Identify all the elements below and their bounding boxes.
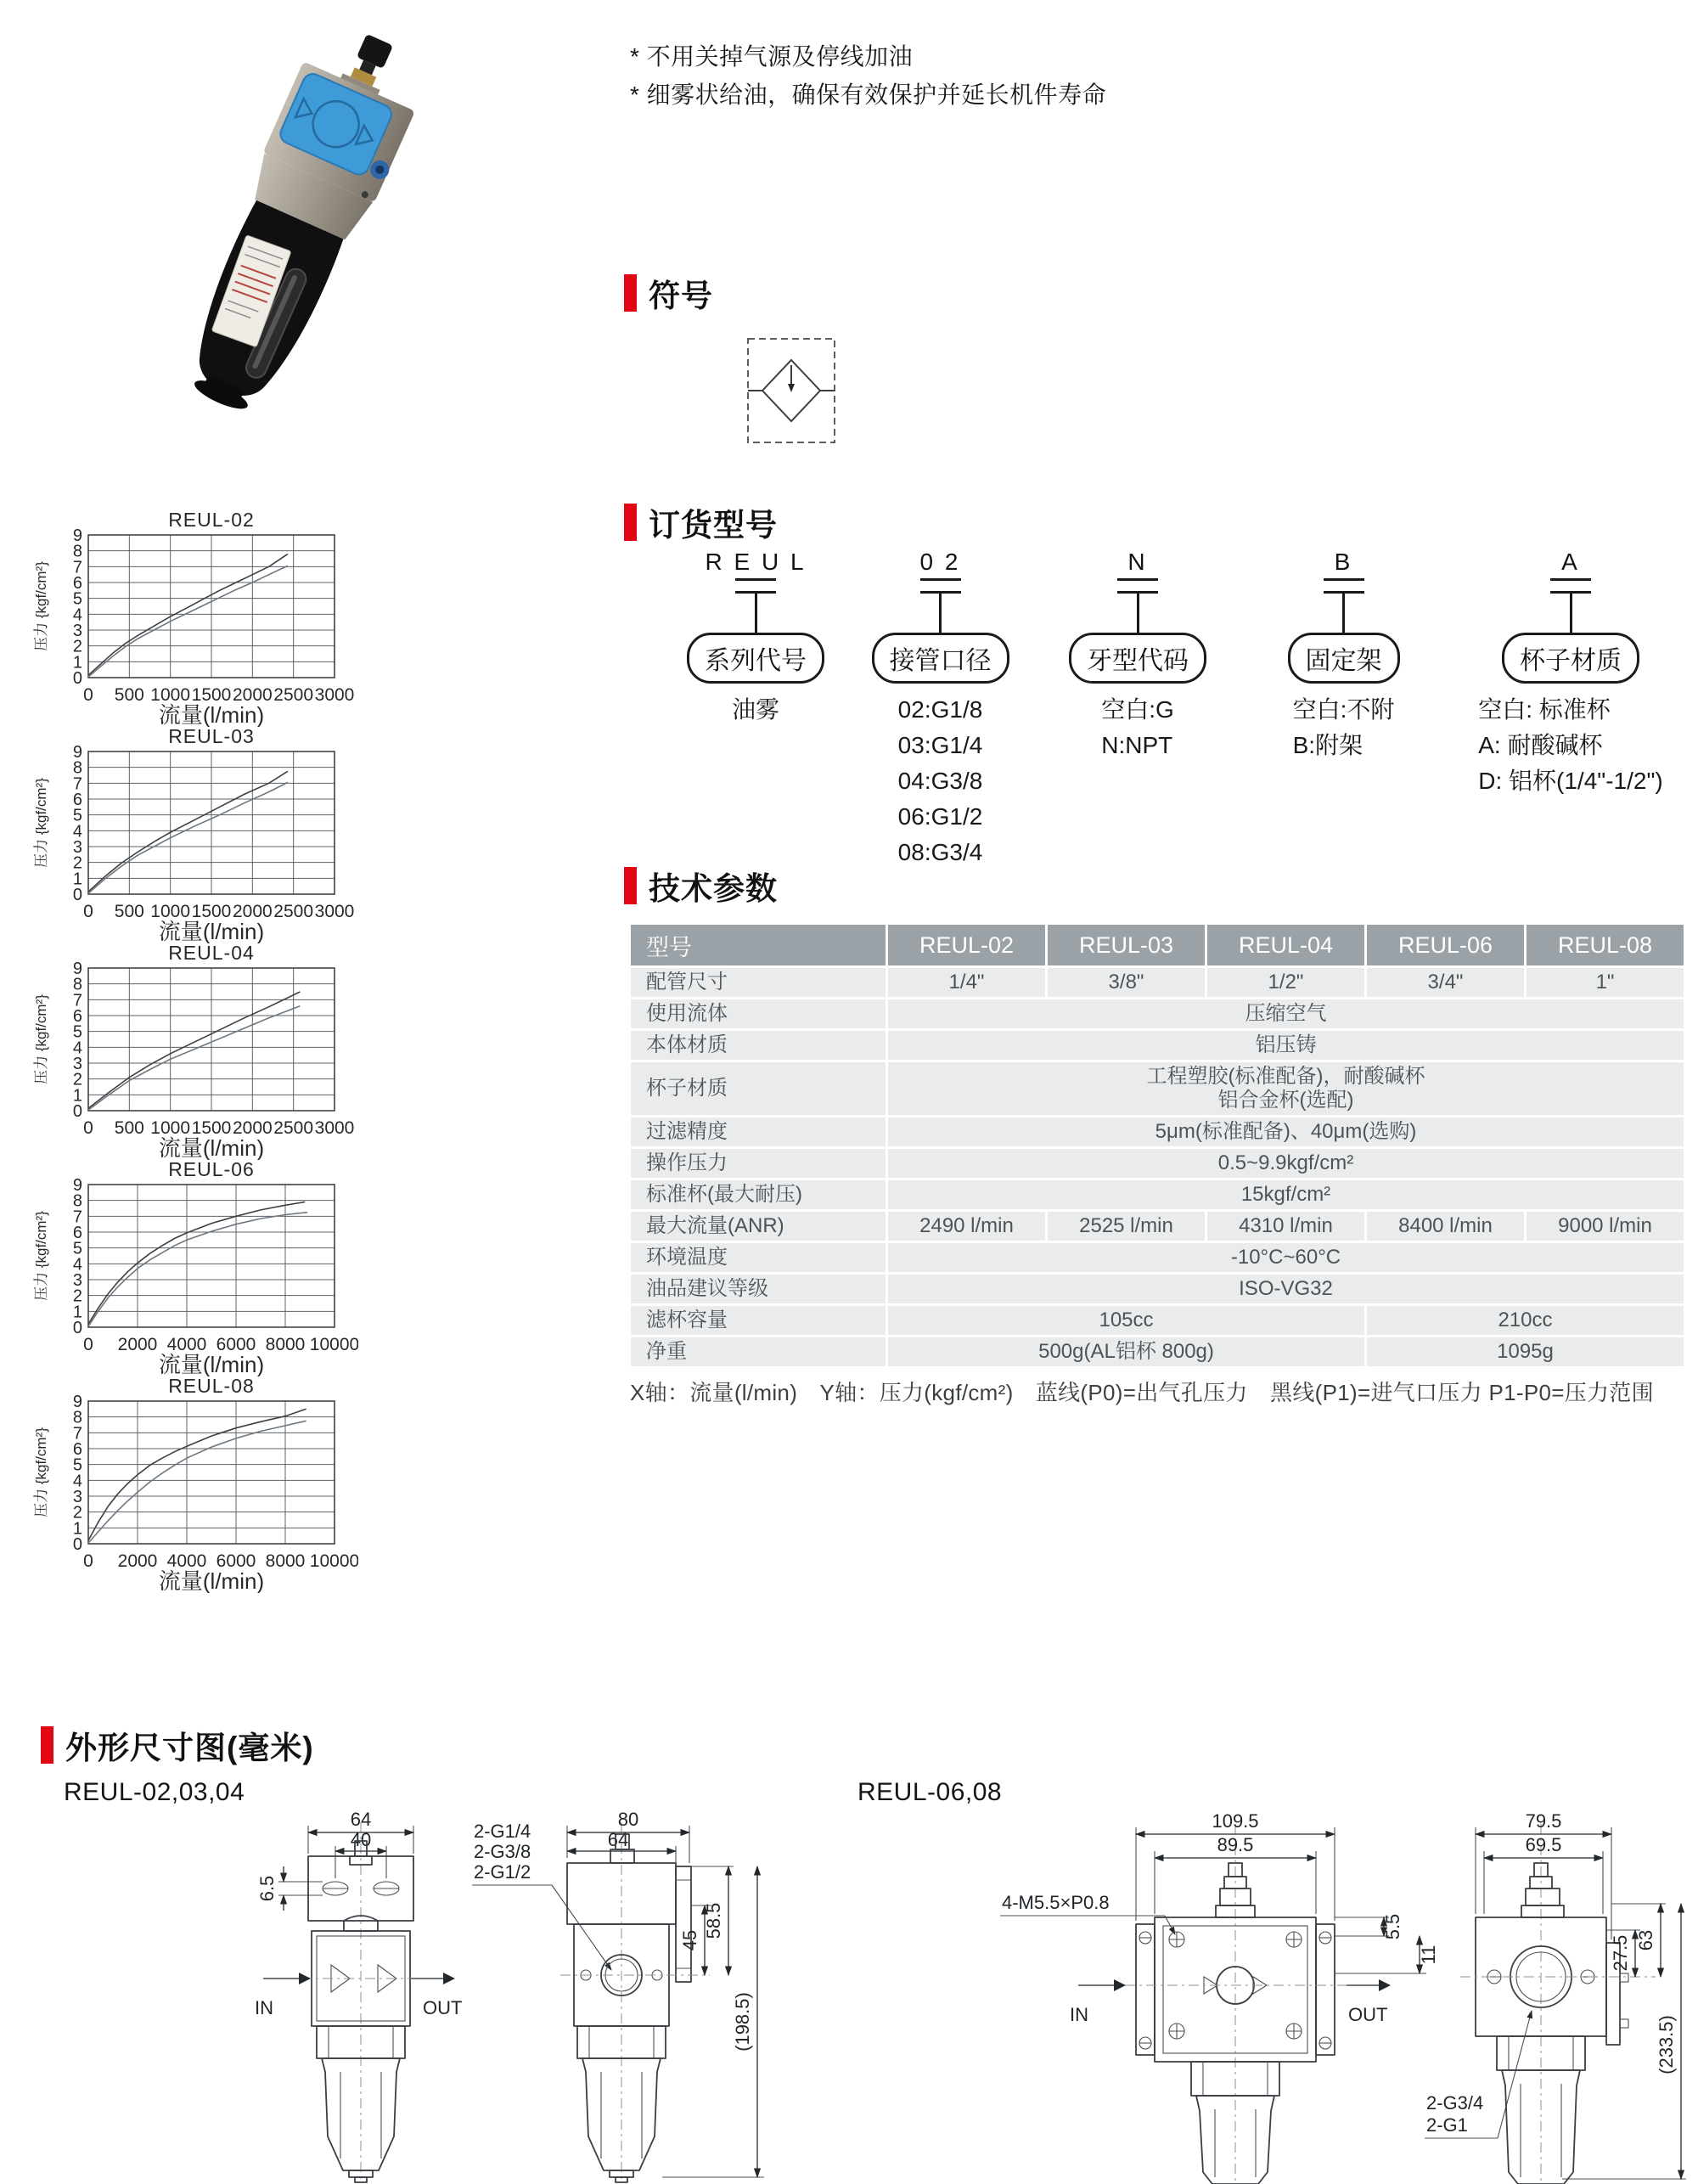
dim-label: 58.5 bbox=[703, 1902, 724, 1939]
cell: 4310 l/min bbox=[1207, 1212, 1364, 1241]
svg-text:3: 3 bbox=[72, 838, 82, 857]
code-option: A: 耐酸碱杯 bbox=[1478, 732, 1603, 758]
svg-text:9: 9 bbox=[72, 526, 82, 545]
svg-text:0: 0 bbox=[72, 669, 82, 688]
row-label: 环境温度 bbox=[631, 1243, 886, 1272]
section-title: 符号 bbox=[649, 279, 713, 313]
cell: 1/4" bbox=[888, 968, 1045, 997]
red-bar bbox=[624, 274, 637, 312]
svg-text:3000: 3000 bbox=[314, 1118, 355, 1138]
svg-text:4: 4 bbox=[72, 1255, 82, 1275]
svg-text:0: 0 bbox=[83, 685, 93, 705]
row-label: 标准杯(最大耐压) bbox=[631, 1180, 886, 1209]
code-underline bbox=[1550, 578, 1591, 594]
svg-text:流量(l/min): 流量(l/min) bbox=[158, 1352, 265, 1376]
side-view bbox=[472, 1809, 764, 2182]
cell: 8400 l/min bbox=[1367, 1212, 1524, 1241]
row-label: 本体材质 bbox=[631, 1031, 886, 1060]
svg-text:500: 500 bbox=[114, 902, 144, 921]
code-bubble: 固定架 bbox=[1288, 633, 1400, 684]
svg-text:压力 {kgf/cm²}: 压力 {kgf/cm²} bbox=[33, 561, 49, 651]
port-in-label: IN bbox=[1070, 2004, 1088, 2025]
dim-label: 45 bbox=[679, 1929, 700, 1951]
dim-label: 80 bbox=[617, 1809, 639, 1830]
code-option: 油雾 bbox=[731, 696, 779, 723]
dim-label: 11 bbox=[1418, 1945, 1439, 1965]
svg-text:7: 7 bbox=[72, 1207, 82, 1227]
code-option: N:NPT bbox=[1101, 732, 1173, 758]
cell: 15kgf/cm² bbox=[888, 1180, 1684, 1209]
row-label: 最大流量(ANR) bbox=[631, 1212, 886, 1241]
dim-label: (198.5) bbox=[732, 1992, 753, 2052]
screw-spec-label: 4-M5.5×P0.8 bbox=[1002, 1892, 1110, 1913]
code-stem bbox=[755, 594, 757, 633]
ordering-col-series bbox=[666, 549, 845, 870]
svg-text:6: 6 bbox=[72, 1440, 82, 1459]
svg-text:9: 9 bbox=[72, 743, 82, 762]
feature-notes bbox=[630, 37, 1106, 115]
feature-note-2: * 细雾状给油，确保有效保护并延长机件寿命 bbox=[630, 82, 1107, 109]
svg-text:0: 0 bbox=[83, 1335, 93, 1354]
svg-text:0: 0 bbox=[72, 886, 82, 904]
section-symbol bbox=[624, 270, 713, 316]
code-option: 08:G3/4 bbox=[897, 839, 983, 865]
cell: 1/2" bbox=[1207, 968, 1364, 997]
table-row bbox=[631, 1031, 1684, 1060]
table-header-row bbox=[631, 925, 1684, 965]
spec-table bbox=[628, 922, 1686, 1369]
ordering-code-diagram bbox=[666, 549, 1694, 870]
chart-axis-footnote: X轴：流量(l/min) Y轴：压力(kgf/cm²) 蓝线(P0)=出气孔压力 黑线(P1)=进气口压力 P1-P0=压力范围 bbox=[630, 1380, 1654, 1405]
svg-text:2500: 2500 bbox=[273, 902, 314, 921]
svg-text:500: 500 bbox=[114, 1118, 144, 1138]
chart-reul-06 bbox=[32, 1159, 358, 1376]
svg-text:6000: 6000 bbox=[216, 1551, 256, 1571]
svg-text:4000: 4000 bbox=[166, 1551, 207, 1571]
table-row bbox=[631, 968, 1684, 997]
code-option: 04:G3/8 bbox=[897, 768, 983, 794]
code-bubble: 系列代号 bbox=[687, 633, 824, 684]
svg-text:9: 9 bbox=[72, 1176, 82, 1195]
svg-text:1: 1 bbox=[72, 1303, 82, 1322]
row-label: 杯子材质 bbox=[631, 1062, 886, 1115]
svg-text:REUL-04: REUL-04 bbox=[168, 943, 255, 964]
drawing-label-large: REUL-06,08 bbox=[857, 1778, 1003, 1806]
port-out-label: OUT bbox=[423, 1997, 463, 2018]
svg-text:1: 1 bbox=[72, 653, 82, 673]
svg-text:2500: 2500 bbox=[273, 1118, 314, 1138]
svg-text:4: 4 bbox=[72, 605, 82, 625]
svg-text:2000: 2000 bbox=[232, 902, 273, 921]
svg-text:1000: 1000 bbox=[150, 685, 191, 705]
svg-text:2: 2 bbox=[72, 1503, 82, 1523]
front-view bbox=[255, 1809, 462, 2182]
svg-text:压力 {kgf/cm²}: 压力 {kgf/cm²} bbox=[33, 1427, 49, 1517]
cell-line: 工程塑胶(标准配备)，耐酸碱杯 bbox=[1146, 1064, 1425, 1088]
row-label: 净重 bbox=[631, 1337, 886, 1366]
svg-text:REUL-08: REUL-08 bbox=[168, 1376, 255, 1397]
chart-reul-08 bbox=[32, 1376, 358, 1593]
code-underline bbox=[1324, 578, 1364, 594]
svg-text:2: 2 bbox=[72, 853, 82, 873]
svg-text:8: 8 bbox=[72, 758, 82, 778]
svg-text:500: 500 bbox=[114, 685, 144, 705]
svg-text:1500: 1500 bbox=[191, 902, 232, 921]
svg-text:7: 7 bbox=[72, 1424, 82, 1444]
svg-text:流量(l/min): 流量(l/min) bbox=[158, 702, 265, 727]
drawing-label-small: REUL-02,03,04 bbox=[64, 1778, 245, 1806]
svg-text:1000: 1000 bbox=[150, 902, 191, 921]
svg-text:3000: 3000 bbox=[314, 685, 355, 705]
cell: 9000 l/min bbox=[1527, 1212, 1684, 1241]
code-bubble: 牙型代码 bbox=[1069, 633, 1206, 684]
chart-reul-04 bbox=[32, 943, 358, 1160]
dimension-drawing-small bbox=[229, 1807, 773, 2184]
side-view bbox=[1425, 1810, 1686, 2184]
svg-text:0: 0 bbox=[72, 1102, 82, 1121]
svg-text:REUL-02: REUL-02 bbox=[168, 509, 255, 531]
dim-label: 63 bbox=[1635, 1929, 1656, 1951]
svg-text:2000: 2000 bbox=[232, 1118, 273, 1138]
dim-label: 89.5 bbox=[1217, 1834, 1254, 1855]
chart-reul-03 bbox=[32, 726, 358, 943]
code-text: A bbox=[1561, 549, 1580, 575]
svg-text:1: 1 bbox=[72, 870, 82, 889]
col-header: REUL-03 bbox=[1048, 925, 1205, 965]
svg-text:8000: 8000 bbox=[265, 1335, 306, 1354]
table-row bbox=[631, 1306, 1684, 1335]
cell: 3/4" bbox=[1367, 968, 1524, 997]
svg-text:2000: 2000 bbox=[117, 1335, 158, 1354]
dim-label: 79.5 bbox=[1525, 1810, 1562, 1832]
lubricator-body bbox=[162, 14, 436, 428]
port-in-label: IN bbox=[255, 1997, 273, 2018]
code-option: 03:G1/4 bbox=[897, 732, 983, 758]
red-bar bbox=[624, 867, 637, 904]
red-bar bbox=[624, 504, 637, 541]
code-stem bbox=[1342, 594, 1345, 633]
cell: 500g(AL铝杯 800g) bbox=[888, 1337, 1364, 1366]
svg-text:压力 {kgf/cm²}: 压力 {kgf/cm²} bbox=[33, 994, 49, 1084]
svg-text:10000: 10000 bbox=[309, 1335, 358, 1354]
section-title: 外形尺寸图(毫米) bbox=[65, 1731, 314, 1765]
svg-text:2: 2 bbox=[72, 637, 82, 656]
dim-label: 64 bbox=[350, 1809, 372, 1830]
svg-text:1500: 1500 bbox=[191, 1118, 232, 1138]
svg-text:8: 8 bbox=[72, 542, 82, 561]
cell: 5μm(标准配备)、40μm(选购) bbox=[888, 1117, 1684, 1146]
svg-text:REUL-06: REUL-06 bbox=[168, 1159, 255, 1180]
svg-text:4: 4 bbox=[72, 1039, 82, 1058]
cell: 压缩空气 bbox=[888, 999, 1684, 1028]
ordering-col-port-size bbox=[845, 549, 1036, 870]
code-underline bbox=[1117, 578, 1158, 594]
dim-label: 64 bbox=[607, 1829, 629, 1850]
dim-label: (233.5) bbox=[1656, 2015, 1677, 2074]
cell: 2525 l/min bbox=[1048, 1212, 1205, 1241]
svg-text:1500: 1500 bbox=[191, 685, 232, 705]
code-option: 空白: 标准杯 bbox=[1478, 696, 1611, 723]
svg-text:4: 4 bbox=[72, 1472, 82, 1491]
cell: 210cc bbox=[1367, 1306, 1684, 1335]
svg-text:0: 0 bbox=[83, 902, 93, 921]
svg-text:6: 6 bbox=[72, 1007, 82, 1026]
svg-text:1: 1 bbox=[72, 1086, 82, 1106]
red-bar bbox=[41, 1726, 53, 1764]
svg-text:3: 3 bbox=[72, 1055, 82, 1073]
code-option: B:附架 bbox=[1292, 732, 1363, 758]
section-title: 订货型号 bbox=[649, 508, 778, 543]
section-dimensions bbox=[41, 1722, 314, 1768]
cell: 1" bbox=[1527, 968, 1684, 997]
port-thread-label: 2-G1/2 bbox=[474, 1861, 531, 1883]
row-label: 油品建议等级 bbox=[631, 1275, 886, 1303]
svg-text:6000: 6000 bbox=[216, 1335, 256, 1354]
svg-text:流量(l/min): 流量(l/min) bbox=[158, 1135, 265, 1160]
code-stem bbox=[1570, 594, 1572, 633]
ordering-col-thread bbox=[1036, 549, 1240, 870]
svg-text:7: 7 bbox=[72, 558, 82, 577]
svg-text:2: 2 bbox=[72, 1286, 82, 1306]
cell bbox=[888, 1062, 1684, 1115]
ordering-col-cup-material bbox=[1448, 549, 1694, 870]
col-header: 型号 bbox=[631, 925, 886, 965]
code-text: 0 2 bbox=[919, 549, 961, 575]
svg-text:2500: 2500 bbox=[273, 685, 314, 705]
svg-text:2000: 2000 bbox=[232, 685, 273, 705]
svg-text:0: 0 bbox=[72, 1319, 82, 1337]
svg-text:8: 8 bbox=[72, 975, 82, 994]
code-option: 空白:G bbox=[1101, 696, 1174, 723]
svg-text:3000: 3000 bbox=[314, 902, 355, 921]
row-label: 操作压力 bbox=[631, 1149, 886, 1178]
svg-text:6: 6 bbox=[72, 574, 82, 593]
svg-text:7: 7 bbox=[72, 991, 82, 1010]
code-text: R E U L bbox=[705, 549, 807, 575]
svg-text:1: 1 bbox=[72, 1519, 82, 1539]
table-row bbox=[631, 1117, 1684, 1146]
code-text: B bbox=[1334, 549, 1353, 575]
port-thread-label: 2-G1 bbox=[1426, 2114, 1468, 2136]
dim-label: 40 bbox=[350, 1829, 372, 1850]
svg-text:0: 0 bbox=[72, 1535, 82, 1554]
cell-line: 铝合金杯(选配) bbox=[1217, 1089, 1354, 1112]
table-row bbox=[631, 1180, 1684, 1209]
section-title: 技术参数 bbox=[649, 871, 778, 906]
ordering-col-bracket bbox=[1240, 549, 1448, 870]
svg-text:0: 0 bbox=[83, 1551, 93, 1571]
table-row bbox=[631, 1149, 1684, 1178]
svg-text:5: 5 bbox=[72, 1455, 82, 1475]
svg-text:5: 5 bbox=[72, 1022, 82, 1042]
cell: 1095g bbox=[1367, 1337, 1684, 1366]
svg-text:流量(l/min): 流量(l/min) bbox=[158, 1568, 265, 1593]
cell: 2490 l/min bbox=[888, 1212, 1045, 1241]
svg-text:5: 5 bbox=[72, 806, 82, 825]
svg-text:8: 8 bbox=[72, 1191, 82, 1211]
dim-label: 69.5 bbox=[1525, 1834, 1562, 1855]
svg-text:3: 3 bbox=[72, 622, 82, 640]
code-option: 06:G1/2 bbox=[897, 803, 983, 830]
chart-reul-02 bbox=[32, 509, 358, 727]
svg-text:2000: 2000 bbox=[117, 1551, 158, 1571]
svg-text:9: 9 bbox=[72, 960, 82, 978]
section-ordering bbox=[624, 499, 778, 545]
code-stem bbox=[1137, 594, 1139, 633]
code-bubble: 杯子材质 bbox=[1502, 633, 1639, 684]
svg-text:0: 0 bbox=[83, 1118, 93, 1138]
cell: 105cc bbox=[888, 1306, 1364, 1335]
dim-label: 27.5 bbox=[1610, 1934, 1631, 1972]
code-option: D: 铝杯(1/4"-1/2") bbox=[1478, 768, 1663, 794]
svg-text:10000: 10000 bbox=[309, 1551, 358, 1571]
cell: 0.5~9.9kgf/cm² bbox=[888, 1149, 1684, 1178]
table-row bbox=[631, 1062, 1684, 1115]
svg-text:REUL-03: REUL-03 bbox=[168, 726, 255, 747]
svg-text:2: 2 bbox=[72, 1070, 82, 1089]
table-row bbox=[631, 999, 1684, 1028]
table-row bbox=[631, 1275, 1684, 1303]
cell: ISO-VG32 bbox=[888, 1275, 1684, 1303]
port-thread-label: 2-G3/8 bbox=[474, 1841, 531, 1862]
svg-text:8: 8 bbox=[72, 1408, 82, 1427]
section-specs bbox=[624, 863, 778, 909]
cell: 铝压铸 bbox=[888, 1031, 1684, 1060]
svg-text:1000: 1000 bbox=[150, 1118, 191, 1138]
row-label: 过滤精度 bbox=[631, 1117, 886, 1146]
svg-text:压力 {kgf/cm²}: 压力 {kgf/cm²} bbox=[33, 1211, 49, 1301]
svg-text:6: 6 bbox=[72, 791, 82, 809]
port-thread-label: 2-G1/4 bbox=[474, 1821, 531, 1842]
col-header: REUL-02 bbox=[888, 925, 1045, 965]
svg-text:6: 6 bbox=[72, 1224, 82, 1242]
code-option: 02:G1/8 bbox=[897, 696, 983, 723]
col-header: REUL-08 bbox=[1527, 925, 1684, 965]
lubricator-symbol bbox=[745, 336, 837, 445]
row-label: 配管尺寸 bbox=[631, 968, 886, 997]
front-view bbox=[1000, 1810, 1439, 2184]
row-label: 使用流体 bbox=[631, 999, 886, 1028]
dim-label: 6.5 bbox=[256, 1875, 278, 1902]
code-underline bbox=[735, 578, 776, 594]
col-header: REUL-04 bbox=[1207, 925, 1364, 965]
cell: -10°C~60°C bbox=[888, 1243, 1684, 1272]
svg-text:4000: 4000 bbox=[166, 1335, 207, 1354]
code-option: 空白:不附 bbox=[1292, 696, 1395, 723]
svg-text:压力 {kgf/cm²}: 压力 {kgf/cm²} bbox=[33, 778, 49, 868]
table-row bbox=[631, 1212, 1684, 1241]
svg-text:7: 7 bbox=[72, 774, 82, 794]
svg-text:4: 4 bbox=[72, 822, 82, 842]
dim-label: 5.5 bbox=[1382, 1913, 1403, 1940]
port-out-label: OUT bbox=[1348, 2004, 1388, 2025]
feature-note-1: * 不用关掉气源及停线加油 bbox=[630, 43, 914, 70]
table-row bbox=[631, 1337, 1684, 1366]
code-stem bbox=[939, 594, 942, 633]
svg-text:9: 9 bbox=[72, 1393, 82, 1411]
dimension-drawing-large bbox=[951, 1807, 1690, 2184]
svg-text:3: 3 bbox=[72, 1271, 82, 1290]
dim-label: 109.5 bbox=[1212, 1810, 1259, 1832]
svg-text:5: 5 bbox=[72, 589, 82, 609]
row-label: 滤杯容量 bbox=[631, 1306, 886, 1335]
cell: 3/8" bbox=[1048, 968, 1205, 997]
svg-text:5: 5 bbox=[72, 1239, 82, 1258]
port-thread-label: 2-G3/4 bbox=[1426, 2092, 1484, 2114]
code-text: N bbox=[1127, 549, 1148, 575]
table-row bbox=[631, 1243, 1684, 1272]
svg-text:3: 3 bbox=[72, 1488, 82, 1506]
code-underline bbox=[920, 578, 961, 594]
svg-text:流量(l/min): 流量(l/min) bbox=[158, 919, 265, 943]
product-photo bbox=[76, 14, 518, 455]
col-header: REUL-06 bbox=[1367, 925, 1524, 965]
svg-text:8000: 8000 bbox=[265, 1551, 306, 1571]
code-bubble: 接管口径 bbox=[872, 633, 1009, 684]
